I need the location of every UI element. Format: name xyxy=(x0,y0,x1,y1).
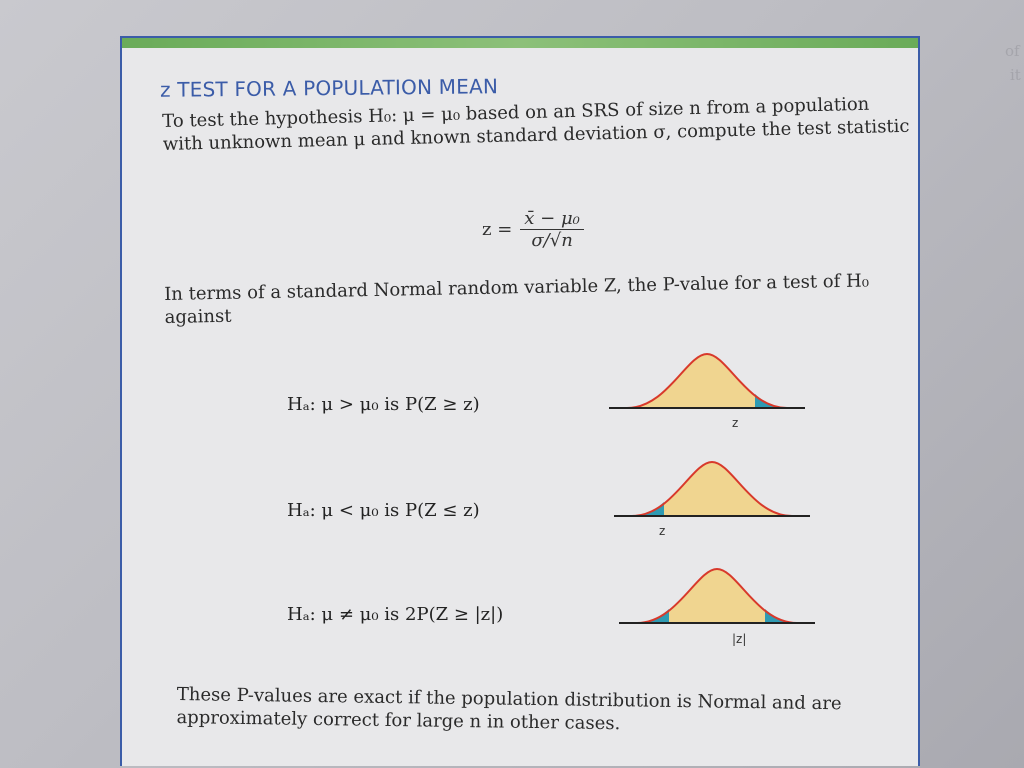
terms-paragraph: In terms of a standard Normal random variable Z, the P-value for a test of H₀ against xyxy=(164,270,870,328)
formula-denominator: σ/√n xyxy=(531,230,573,251)
curve-body xyxy=(632,462,792,516)
box-top-bar xyxy=(122,38,918,48)
box-title: z TEST FOR A POPULATION MEAN xyxy=(159,74,499,102)
formula-fraction xyxy=(520,208,584,251)
normal-curve-right-tail xyxy=(607,350,807,420)
normal-curve-left-tail xyxy=(612,458,812,528)
curve-body xyxy=(627,354,787,408)
alternative-greater: Hₐ: μ > μ₀ is P(Z ≥ z) xyxy=(287,394,480,415)
alternative-not-equal: Hₐ: μ ≠ μ₀ is 2P(Z ≥ |z|) xyxy=(287,604,504,625)
background-page-text: it xyxy=(1010,66,1021,84)
definition-box xyxy=(120,36,920,766)
tail-label-abs-z: |z| xyxy=(732,632,747,646)
curve-body xyxy=(637,569,797,623)
tail-label-z: z xyxy=(659,524,666,538)
note-paragraph: These P-values are exact if the population distribution is Normal and are approximately correct for large n in other cases. xyxy=(176,683,842,735)
alternative-less: Hₐ: μ < μ₀ is P(Z ≤ z) xyxy=(287,500,480,521)
normal-curve-two-tails xyxy=(617,565,817,635)
background-page-text: of xyxy=(1005,42,1020,60)
test-statistic-formula xyxy=(482,208,584,251)
intro-paragraph: To test the hypothesis H₀: μ = μ₀ based on an SRS of size n from a population with unknown mean μ and known standard deviation σ, compute the test statistic xyxy=(162,93,910,155)
formula-lhs: z = xyxy=(482,219,513,240)
formula-numerator: x̄ − μ₀ xyxy=(520,208,584,230)
tail-label-z: z xyxy=(732,416,739,430)
